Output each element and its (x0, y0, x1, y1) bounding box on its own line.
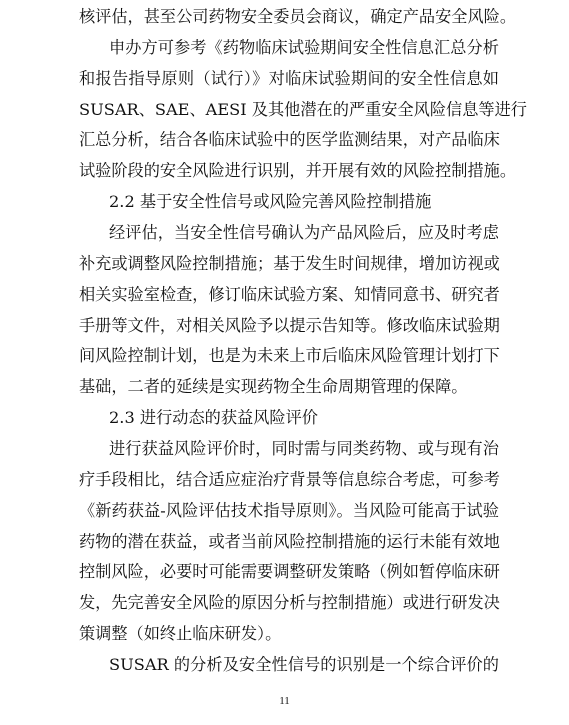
paragraph-line: SUSAR 的分析及安全性信号的识别是一个综合评价的 (109, 655, 499, 674)
paragraph-line: 药物的潜在获益，或者当前风险控制措施的运行未能有效地 (79, 531, 500, 551)
paragraph-line: 《新药获益-风险评估技术指导原则》。当风险可能高于试验 (79, 500, 499, 520)
paragraph-line: 策调整（如终止临床研发）。 (79, 624, 282, 644)
paragraph-line: 补充或调整风险控制措施；基于发生时间规律，增加访视或 (79, 253, 500, 273)
paragraph-line: 手册等文件，对相关风险予以提示告知等。修改临床试验期 (79, 315, 500, 335)
section-heading-2-2: 2.2 基于安全性信号或风险完善风险控制措施 (109, 192, 432, 212)
paragraph-line: 经评估，当安全性信号确认为产品风险后，应及时考虑 (109, 223, 499, 242)
paragraph-line: SUSAR、SAE、AESI 及其他潜在的严重安全风险信息等进行 (79, 99, 527, 119)
paragraph-line: 和报告指导原则（试行）》对临床试验期间的安全性信息如 (79, 68, 499, 88)
paragraph-line: 发，先完善安全风险的原因分析与控制措施）或进行研发决 (79, 593, 500, 613)
paragraph-line: 间风险控制计划，也是为未来上市后临床风险管理计划打下 (79, 346, 500, 366)
paragraph-line: 试验阶段的安全风险进行识别，并开展有效的风险控制措施。 (79, 161, 517, 181)
paragraph-line: 申办方可参考《药物临床试验期间安全性信息汇总分析 (109, 37, 499, 57)
section-heading-2-3: 2.3 进行动态的获益风险评价 (109, 408, 318, 428)
paragraph-line: 疗手段相比，结合适应症治疗背景等信息综合考虑，可参考 (79, 469, 500, 489)
page-number: 11 (279, 695, 290, 707)
paragraph-line: 汇总分析，结合各临床试验中的医学监测结果，对产品临床 (79, 130, 500, 150)
paragraph-line: 基础，二者的延续是实现药物全生命周期管理的保障。 (79, 377, 468, 397)
paragraph-line: 控制风险，必要时可能需要调整研发策略（例如暂停临床研 (79, 562, 500, 582)
paragraph-line: 进行获益风险评价时，同时需与同类药物、或与现有治 (109, 439, 499, 458)
paragraph-line: 核评估，甚至公司药物安全委员会商议，确定产品安全风险。 (79, 7, 517, 26)
paragraph-line: 相关实验室检查，修订临床试验方案、知情同意书、研究者 (79, 284, 500, 304)
